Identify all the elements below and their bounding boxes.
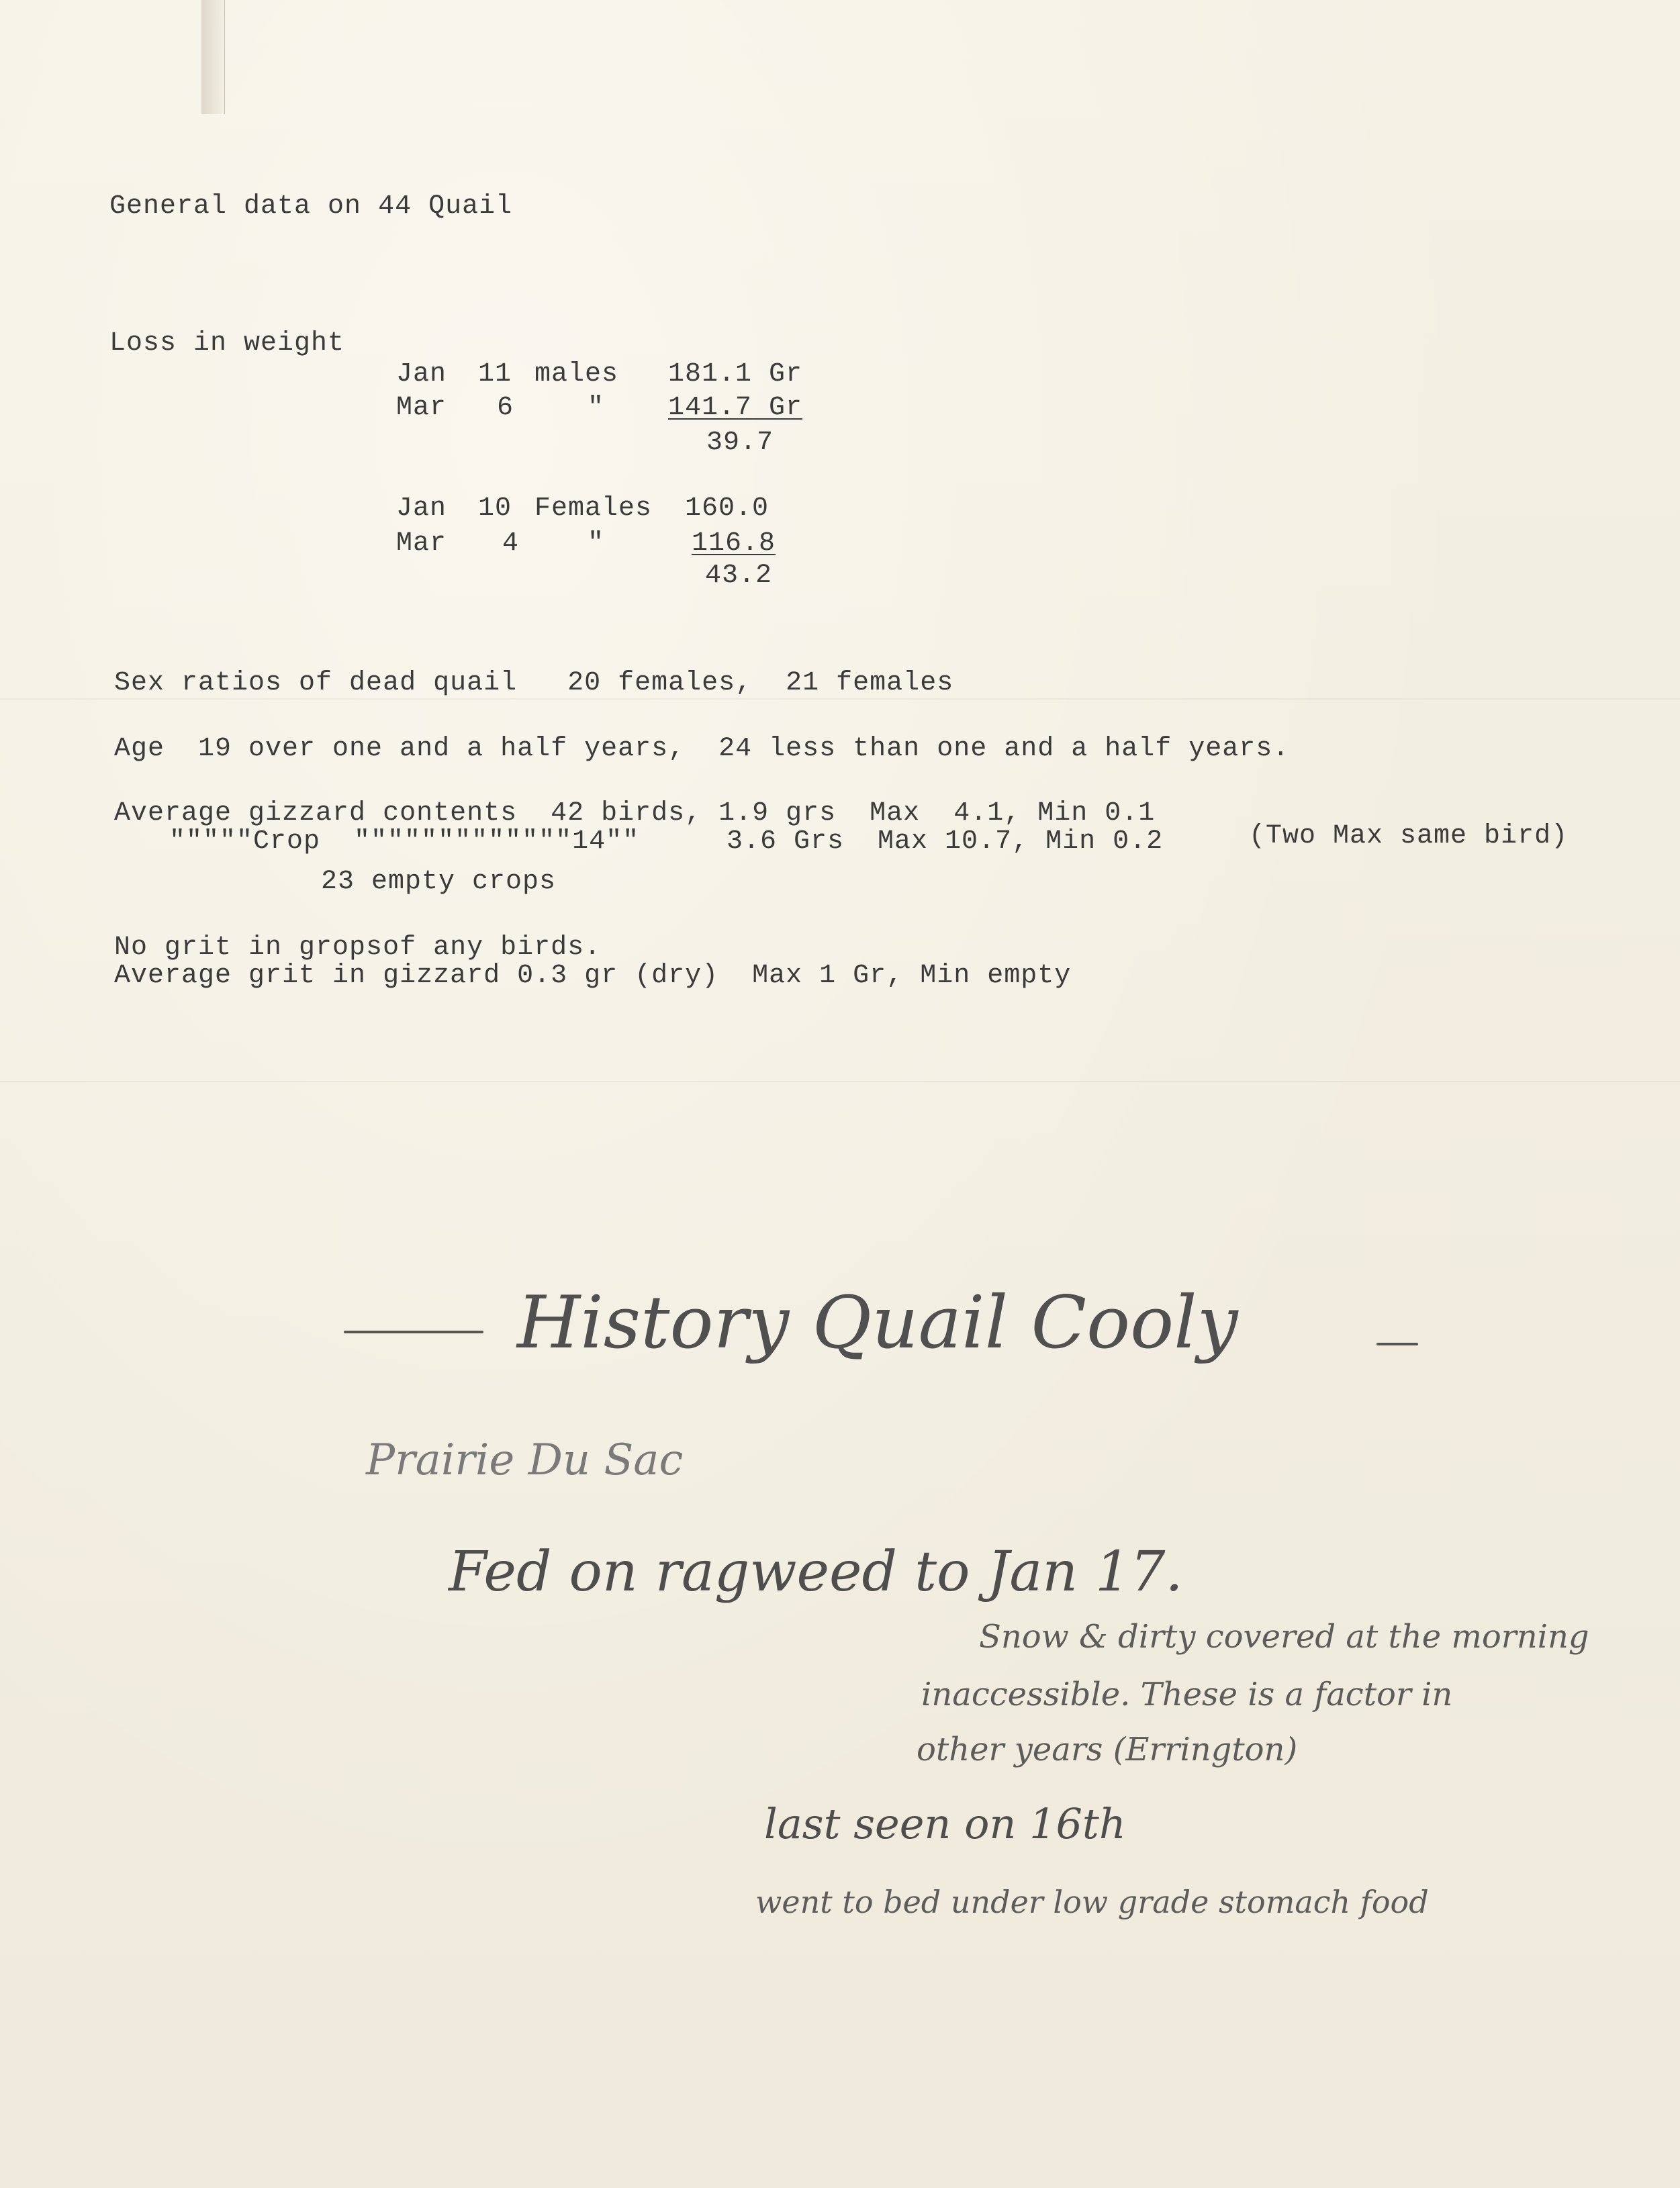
female-row-value: 116.8 (692, 528, 776, 559)
female-row-group: " (588, 528, 605, 559)
female-row-month: Jan (396, 493, 447, 524)
sex-ratios-line: Sex ratios of dead quail 20 females, 21 females (114, 668, 954, 698)
staple-mark (201, 0, 225, 114)
handwritten-dash (344, 1331, 483, 1333)
female-row-count: 4 (502, 528, 520, 559)
male-row-group: males (534, 359, 619, 389)
handwritten-line: went to bed under low grade stomach food (755, 1884, 1429, 1920)
age-line: Age 19 over one and a half years, 24 less than one and a half years. (114, 734, 1290, 764)
empty-crops-line: 23 empty crops (321, 867, 557, 897)
crop-contents-note: (Two Max same bird) (1249, 821, 1569, 851)
male-row-group: " (588, 393, 605, 423)
handwritten-line: Fed on ragweed to Jan 17. (449, 1540, 1183, 1604)
paper-fold (0, 698, 1680, 700)
male-row-month: Jan (396, 359, 447, 389)
handwritten-place: Prairie Du Sac (366, 1435, 684, 1485)
crop-contents-prefix: """""Crop """""""""""""14"" (169, 826, 640, 857)
document-title: General data on 44 Quail (109, 191, 513, 222)
female-row-group: Females (534, 493, 653, 524)
handwritten-line: other years (Errington) (917, 1731, 1298, 1768)
loss-in-weight-label: Loss in weight (109, 328, 345, 359)
male-row-value: 181.1 Gr (668, 359, 803, 389)
male-weight-difference: 39.7 (706, 428, 774, 458)
female-row-month: Mar (396, 528, 447, 559)
grit-line: No grit in gropsof any birds. (114, 933, 602, 963)
grit-average-line: Average grit in gizzard 0.3 gr (dry) Max 1 Gr, Min empty (114, 961, 1072, 991)
male-row-count: 11 (478, 359, 512, 389)
crop-contents-values: 3.6 Grs Max 10.7, Min 0.2 (727, 826, 1164, 857)
handwritten-line: last seen on 16th (764, 1799, 1126, 1848)
male-row-month: Mar (396, 393, 447, 423)
handwritten-dash (1376, 1343, 1418, 1345)
female-row-count: 10 (478, 493, 512, 524)
male-row-count: 6 (497, 393, 514, 423)
male-row-value: 141.7 Gr (668, 393, 803, 423)
female-weight-difference: 43.2 (705, 561, 773, 591)
handwritten-line: Snow & dirty covered at the morning (979, 1618, 1589, 1656)
paper-fold (0, 1081, 1680, 1082)
female-row-value: 160.0 (685, 493, 769, 524)
gizzard-contents-line: Average gizzard contents 42 birds, 1.9 grs Max 4.1, Min 0.1 (114, 798, 1156, 828)
handwritten-heading: History Quail Cooly (517, 1281, 1238, 1365)
handwritten-line: inaccessible. These is a factor in (921, 1676, 1453, 1713)
